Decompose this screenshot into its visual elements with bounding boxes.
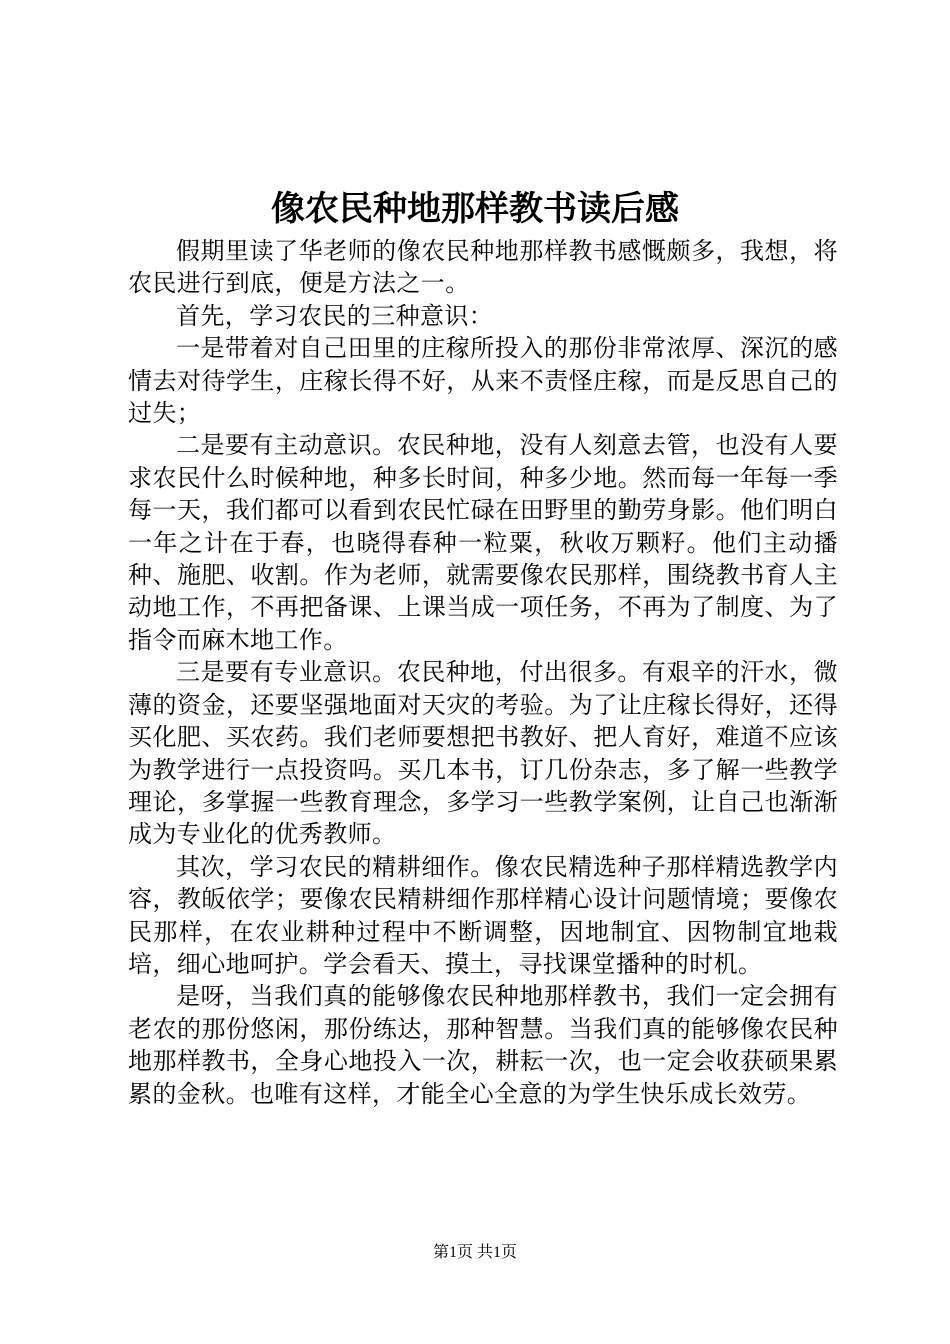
paragraph-intro: 假期里读了华老师的像农民种地那样教书感慨颇多，我想，将农民进行到底，便是方法之一。 [128, 237, 838, 298]
document-body [128, 235, 838, 1110]
paragraph-point-two: 二是要有主动意识。农民种地，没有人刻意去管，也没有人要求农民什么时候种地，种多长时间，种多少地。然而每一年每一季每一天，我们都可以看到农民忙碌在田野里的勤劳身影。他们明白一年之计在于春，也晓得春种一粒粟，秋收万颗籽。他们主动播种、施肥、收割。作为老师，就需要像农民那样，围绕教书育人主动地工作，不再把备课、上课当成一项任务，不再为了制度、为了指令而麻木地工作。 [128, 431, 838, 654]
document-title: 像农民种地那样教书读后感 [271, 189, 679, 229]
paragraph-first: 首先，学习农民的三种意识： [176, 301, 494, 330]
page-footer: 第1页 共1页 [432, 1244, 517, 1261]
paragraph-point-one: 一是带着对自己田里的庄稼所投入的那份非常浓厚、深沉的感情去对待学生，庄稼长得不好，从来不责怪庄稼，而是反思自己的过失； [128, 334, 838, 428]
paragraph-second: 其次，学习农民的精耕细作。像农民精选种子那样精选教学内容，教皈依学；要像农民精耕细作那样精心设计问题情境；要像农民那样，在农业耕种过程中不断调整，因地制宜、因物制宜地栽培，细心地呵护。学会看天、摸土，寻找课堂播种的时机。 [128, 852, 838, 978]
paragraph-point-three: 三是要有专业意识。农民种地，付出很多。有艰辛的汗水，微薄的资金，还要坚强地面对天灾的考验。为了让庄稼长得好，还得买化肥、买农药。我们老师要想把书教好、把人育好，难道不应该为教学进行一点投资吗。买几本书，订几份杂志，多了解一些教学理论，多掌握一些教育理念，多学习一些教学案例，让自己也渐渐成为专业化的优秀教师。 [128, 658, 838, 849]
paragraph-conclusion: 是呀，当我们真的能够像农民种地那样教书，我们一定会拥有老农的那份悠闲，那份练达，那种智慧。当我们真的能够像农民种地那样教书，全身心地投入一次，耕耘一次，也一定会收获硕果累累的金秋。也唯有这样，才能全心全意的为学生快乐成长效劳。 [128, 982, 838, 1108]
